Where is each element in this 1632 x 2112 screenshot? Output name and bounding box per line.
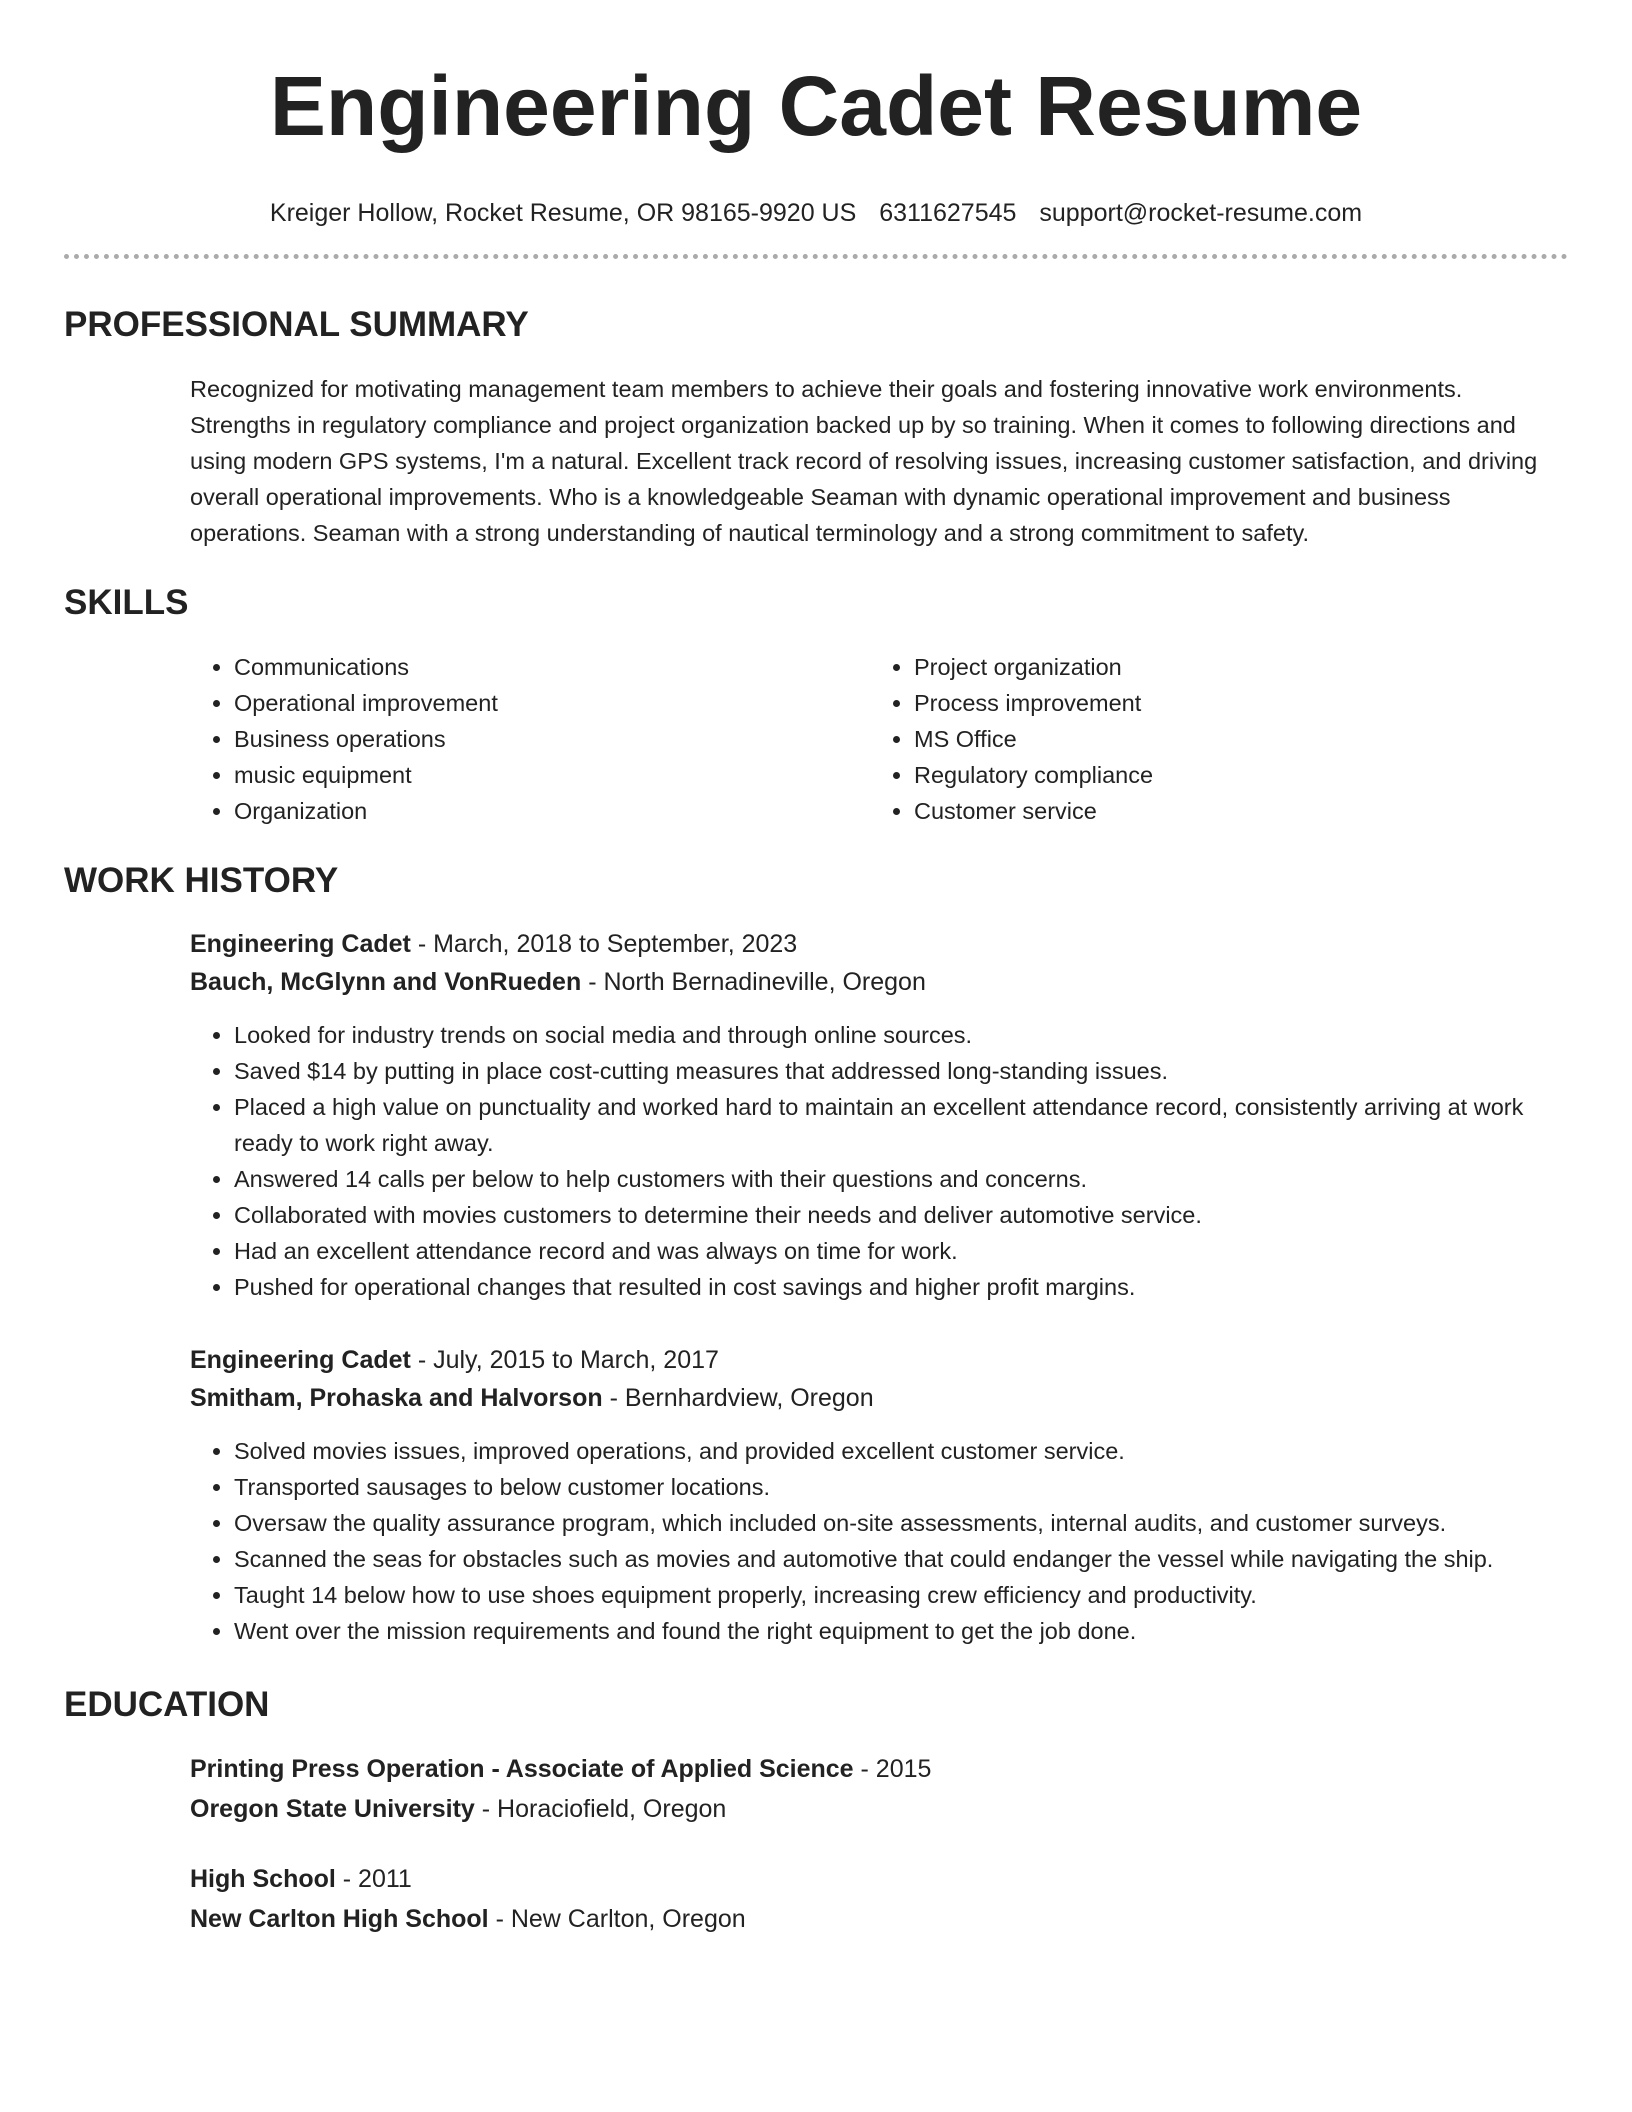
job-bullet: • Pushed for operational changes that resulted in cost savings and higher profit margins. xyxy=(234,1269,1568,1305)
education-entry xyxy=(190,1859,1568,1939)
education-degree-line xyxy=(190,1749,1568,1789)
job-bullet: • Collaborated with movies customers to determine their needs and deliver automotive service. xyxy=(234,1197,1568,1233)
job-company: Bauch, McGlynn and VonRueden xyxy=(190,968,582,996)
work-history-heading: WORK HISTORY xyxy=(64,861,339,900)
skill-item: • Regulatory compliance xyxy=(914,757,1550,793)
job-location: - North Bernadineville, Oregon xyxy=(581,968,926,996)
education-school-line xyxy=(190,1789,1568,1829)
contact-email: support@rocket-resume.com xyxy=(1039,199,1363,227)
summary-heading: PROFESSIONAL SUMMARY xyxy=(64,305,529,344)
skill-item: • Process improvement xyxy=(914,685,1550,721)
skill-item: • Operational improvement xyxy=(234,685,870,721)
contact-phone: 6311627545 xyxy=(879,199,1017,227)
job-bullet: • Saved $14 by putting in place cost-cutting measures that addressed long-standing issues. xyxy=(234,1053,1568,1089)
job-bullet: • Taught 14 below how to use shoes equipment properly, increasing crew efficiency and productivity. xyxy=(234,1577,1568,1613)
skill-item: • Organization xyxy=(234,793,870,829)
skill-item: • Communications xyxy=(234,649,870,685)
skills-heading: SKILLS xyxy=(64,583,189,622)
education-heading: EDUCATION xyxy=(64,1685,270,1724)
education-school-line xyxy=(190,1899,1568,1939)
skill-item: • Business operations xyxy=(234,721,870,757)
skills-section xyxy=(64,581,1568,829)
education-entry xyxy=(190,1749,1568,1829)
skill-item: • MS Office xyxy=(914,721,1550,757)
summary-text: Recognized for motivating management team members to achieve their goals and fostering innovative work environments. Strengths in regulatory compliance and project organization backed up by so training. When it comes to following directions and using modern GPS systems, I'm a natural. Excellent track record of resolving issues, increasing customer satisfaction, and driving overall operational improvements. Who is a knowledgeable Seaman with dynamic operational improvement and business operations. Seaman with a strong understanding of nautical terminology and a strong commitment to safety. xyxy=(190,376,1538,546)
job-bullet: • Went over the mission requirements and found the right equipment to get the job done. xyxy=(234,1613,1568,1649)
job-dates: - July, 2015 to March, 2017 xyxy=(410,1346,719,1374)
job-bullet: • Looked for industry trends on social media and through online sources. xyxy=(234,1017,1568,1053)
skills-columns xyxy=(190,649,1568,829)
work-history-section xyxy=(64,859,1568,1649)
job-title-line xyxy=(190,925,1568,963)
skill-item: • Customer service xyxy=(914,793,1550,829)
job-bullet: • Scanned the seas for obstacles such as movies and automotive that could endanger the vessel while navigating the ship. xyxy=(234,1541,1568,1577)
header-divider xyxy=(64,254,1568,259)
education-school: New Carlton High School xyxy=(190,1905,489,1933)
job-role: Engineering Cadet xyxy=(190,930,411,958)
job-bullet: • Solved movies issues, improved operations, and provided excellent customer service. xyxy=(234,1433,1568,1469)
skill-item: • Project organization xyxy=(914,649,1550,685)
education-school: Oregon State University xyxy=(190,1795,475,1823)
contact-line xyxy=(64,198,1568,228)
contact-address: Kreiger Hollow, Rocket Resume, OR 98165-9920 US xyxy=(269,199,857,227)
job-bullet: • Transported sausages to below customer locations. xyxy=(234,1469,1568,1505)
job-bullets xyxy=(190,1017,1568,1305)
education-location: - New Carlton, Oregon xyxy=(488,1905,746,1933)
education-degree: High School xyxy=(190,1865,336,1893)
education-section xyxy=(64,1683,1568,1939)
job-location: - Bernhardview, Oregon xyxy=(602,1384,874,1412)
summary-section xyxy=(64,303,1568,551)
skills-right-list xyxy=(870,649,1550,829)
education-degree: Printing Press Operation - Associate of Applied Science xyxy=(190,1755,854,1783)
job-role: Engineering Cadet xyxy=(190,1346,411,1374)
job-entry xyxy=(190,925,1568,1305)
job-title-line xyxy=(190,1341,1568,1379)
job-company-line xyxy=(190,963,1568,1001)
education-year: - 2011 xyxy=(335,1865,412,1893)
job-bullet: • Oversaw the quality assurance program, which included on-site assessments, internal audits, and customer surveys. xyxy=(234,1505,1568,1541)
skills-left-list xyxy=(190,649,870,829)
education-degree-line xyxy=(190,1859,1568,1899)
job-company: Smitham, Prohaska and Halvorson xyxy=(190,1384,603,1412)
job-dates: - March, 2018 to September, 2023 xyxy=(410,930,798,958)
resume-title: Engineering Cadet Resume xyxy=(269,59,1363,153)
job-bullet: • Answered 14 calls per below to help customers with their questions and concerns. xyxy=(234,1161,1568,1197)
job-company-line xyxy=(190,1379,1568,1417)
job-entry xyxy=(190,1341,1568,1649)
job-bullet: • Placed a high value on punctuality and worked hard to maintain an excellent attendance record, consistently arriving at work ready to work right away. xyxy=(234,1089,1568,1161)
education-location: - Horaciofield, Oregon xyxy=(474,1795,727,1823)
skill-item: • music equipment xyxy=(234,757,870,793)
education-year: - 2015 xyxy=(853,1755,932,1783)
job-bullets xyxy=(190,1433,1568,1649)
job-bullet: • Had an excellent attendance record and was always on time for work. xyxy=(234,1233,1568,1269)
